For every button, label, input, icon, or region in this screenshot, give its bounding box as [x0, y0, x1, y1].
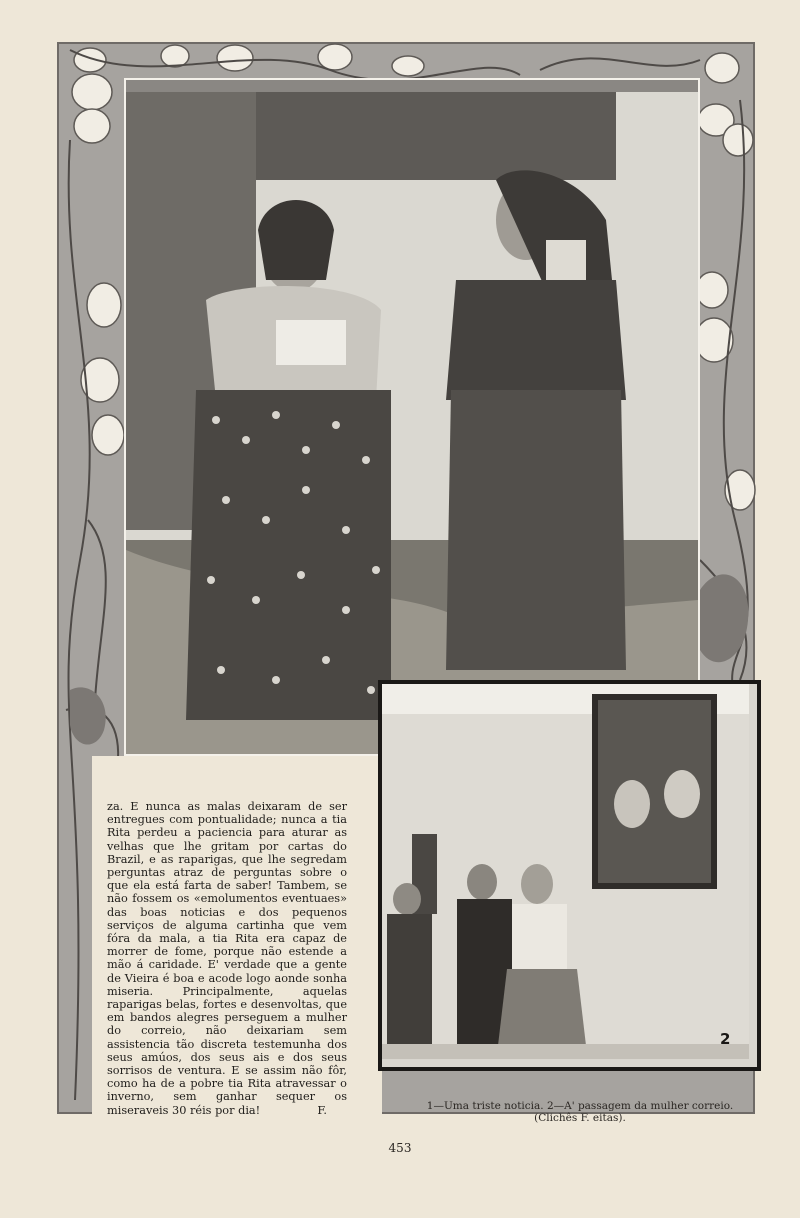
page-number: 453 — [388, 1141, 412, 1155]
article-body: za. E nunca as malas deixaram de ser entregues com pontualidade; nunca a tia Rita perdeu a paciencia para aturar as velhas que lhe gritam por cartas do Brazil, e as raparigas, que lhe segredam perguntas atraz de perguntas sobre o que ela está farta de saber! Tambem, se não fossem os «emolumentos eventuaes» das boas noticias e dos pequenos serviços de alguma cartinha que vem fóra da mala, a tia Rita era capaz de morrer de fome, porque não estende a mão á caridade. E' verdade que a gente de Vieira é boa e acode logo aonde sonha miseria. Principalmente, aquelas raparigas belas, fortes e desenvoltas, que em bandos alegres perseguem a mulher do correio, não deixariam sem assistencia tão discreta testemunha dos seus amúos, dos seus ais e dos seus sorrisos de ventura. E se assim não fôr, como ha de a pobre tia Rita atravessar o inverno, sem ganhar sequer os miseraveis 30 réis por dia! — [107, 800, 347, 1117]
photo-captions — [405, 1100, 755, 1124]
article-text — [107, 800, 347, 1117]
article-signature: F. — [317, 1103, 327, 1117]
photo-passing-mail-woman — [378, 680, 761, 1071]
photo-women-reading-letter — [124, 78, 700, 756]
photo-2-number: 2 — [720, 1030, 731, 1048]
caption-line-2: (Clichês F. eitas). — [534, 1112, 626, 1124]
caption-line-1: 1—Uma triste noticia. 2—A' passagem da mulher correio. — [426, 1100, 734, 1112]
